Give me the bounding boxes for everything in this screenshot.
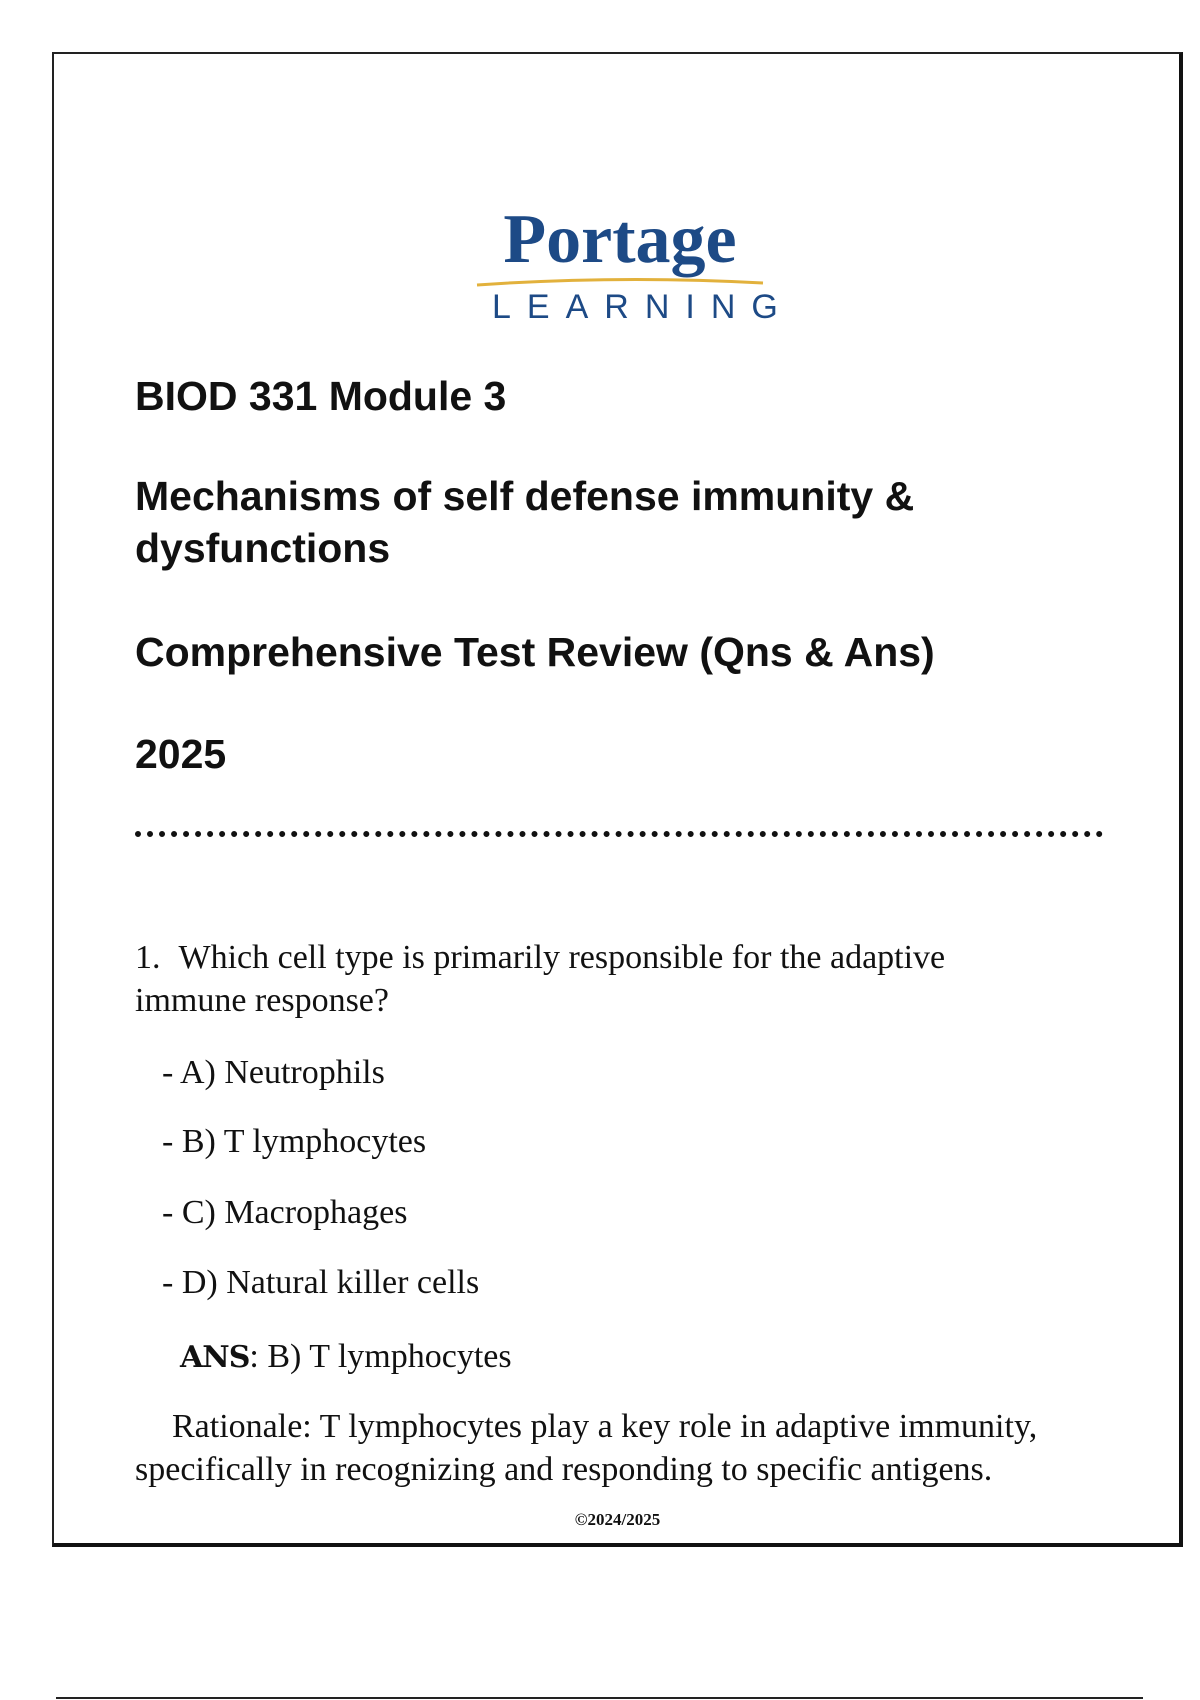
portage-learning-logo	[472, 201, 794, 326]
copyright-notice: ©2024/2025	[574, 1510, 661, 1529]
logo-subtitle: LEARNING	[492, 288, 794, 326]
option-a: - A) Neutrophils	[162, 1054, 385, 1091]
question-number: 1.	[135, 939, 161, 976]
option-c: - C) Macrophages	[162, 1194, 408, 1231]
bottom-rule	[56, 1697, 1143, 1699]
dotted-divider	[135, 831, 1103, 837]
question-1	[135, 936, 1065, 1022]
course-title: BIOD 331 Module 3	[135, 373, 507, 419]
option-d: - D) Natural killer cells	[162, 1264, 480, 1301]
answer-label: ANS	[180, 1340, 250, 1375]
option-b: - B) T lymphocytes	[162, 1123, 427, 1160]
logo-swoosh	[475, 277, 765, 287]
module-topic: Mechanisms of self defense immunity & dysfunctions	[135, 473, 915, 571]
year-heading: 2025	[135, 731, 227, 777]
answer-value: : B) T lymphocytes	[249, 1338, 512, 1375]
review-title: Comprehensive Test Review (Qns & Ans)	[135, 629, 935, 675]
answer-line	[180, 1337, 512, 1378]
rationale-text: Rationale: T lymphocytes play a key role in adaptive immunity, specifically in recognizing and responding to specific antigens.	[135, 1408, 1038, 1488]
logo-wordmark: Portage	[503, 201, 737, 278]
question-text: Which cell type is primarily responsible for the adaptive immune response?	[135, 939, 946, 1019]
